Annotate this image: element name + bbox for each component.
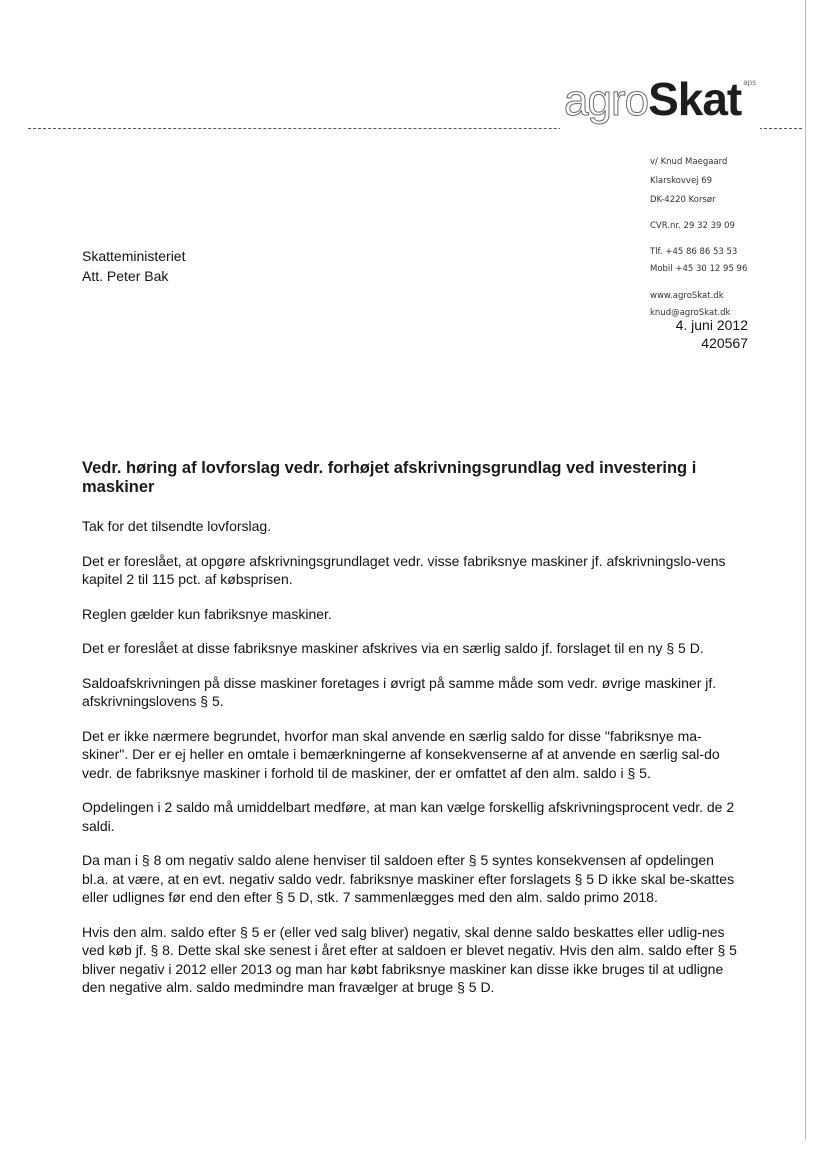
letter-body — [82, 517, 744, 1013]
company-logo — [560, 72, 760, 134]
sender-city: DK-4220 Korsør — [650, 195, 716, 205]
recipient-name: Skatteministeriet — [82, 248, 186, 264]
body-paragraph: Da man i § 8 om negativ saldo alene henviser til saldoen efter § 5 syntes konsekvensen af opdelingen bl.a. at være, at en evt. negativ saldo vedr. fabriksnye maskiner efter forslagets § 5 D ikke skal be-skattes eller udlignes før end den efter § 5 D, stk. 7 sammenlægges med den alm. saldo primo 2018. — [82, 852, 735, 905]
body-paragraph: Saldoafskrivningen på disse maskiner foretages i øvrigt på samme måde som vedr. øvrige maskiner jf. afskrivningslovens § 5. — [82, 674, 717, 709]
body-paragraph: Tak for det tilsendte lovforslag. — [82, 518, 272, 534]
body-paragraph: Reglen gælder kun fabriksnye maskiner. — [82, 605, 332, 622]
body-paragraph: Det er foreslået, at opgøre afskrivningsgrundlaget vedr. visse fabriksnye maskiner jf. afskrivningslo-vens kapitel 2 til 115 pct. af købsprisen. — [82, 552, 726, 587]
subject-heading: Vedr. høring af lovforslag vedr. forhøjet afskrivningsgrundlag ved investering i maskiner — [82, 459, 697, 496]
sender-cvr: CVR.nr. 29 32 39 09 — [650, 221, 735, 231]
sender-web: www.agroSkat.dk — [650, 291, 724, 301]
logo-skat-text: Skat — [648, 73, 742, 125]
body-paragraph: Det er foreslået at disse fabriksnye maskiner afskrives via en særlig saldo jf. forslaget til en ny § 5 D. — [82, 640, 704, 656]
sender-mobile: Mobil +45 30 12 95 96 — [650, 264, 748, 274]
letter-reference: 420567 — [701, 335, 748, 351]
sender-email: knud@agroSkat.dk — [650, 308, 731, 318]
page-edge-line — [805, 0, 806, 1140]
date-reference-block — [676, 316, 748, 352]
body-paragraph: Opdelingen i 2 saldo må umiddelbart medføre, at man kan vælge forskellig afskrivningsprocent vedr. de 2 saldi. — [82, 799, 735, 834]
body-paragraph: Hvis den alm. saldo efter § 5 er (eller ved salg bliver) negativ, skal denne saldo beskattes eller udlig-nes ved køb jf. § 8. Dette skal ske senest i året efter at saldoen er blevet negativ. Hvis den alm. saldo efter § 5 bliver negativ i 2012 eller 2013 og man har købt fabriksnye maskiner kan disse ikke bruges til at udligne den negative alm. saldo medmindre man fravælger at bruge § 5 D. — [82, 923, 737, 995]
recipient-block — [82, 246, 185, 286]
sender-phone: Tlf. +45 86 86 53 53 — [650, 247, 738, 257]
logo-aps-text: aps — [743, 78, 757, 87]
recipient-attention: Att. Peter Bak — [82, 268, 169, 284]
logo-agro-text: agro — [564, 76, 649, 125]
letter-date: 4. juni 2012 — [675, 317, 748, 333]
sender-contact: v/ Knud Maegaard — [650, 157, 728, 167]
sender-street: Klarskovvej 69 — [650, 176, 713, 186]
body-paragraph: Det er ikke nærmere begrundet, hvorfor man skal anvende en særlig saldo for disse "fabriksnye ma-skiner". Der er ej heller en omtale i bemærkningerne af konsekvenserne af at anvende en særlig sal-do vedr. de fabriksnye maskiner i forhold til de maskiner, der er omfattet af den alm. saldo i § 5. — [82, 727, 720, 781]
